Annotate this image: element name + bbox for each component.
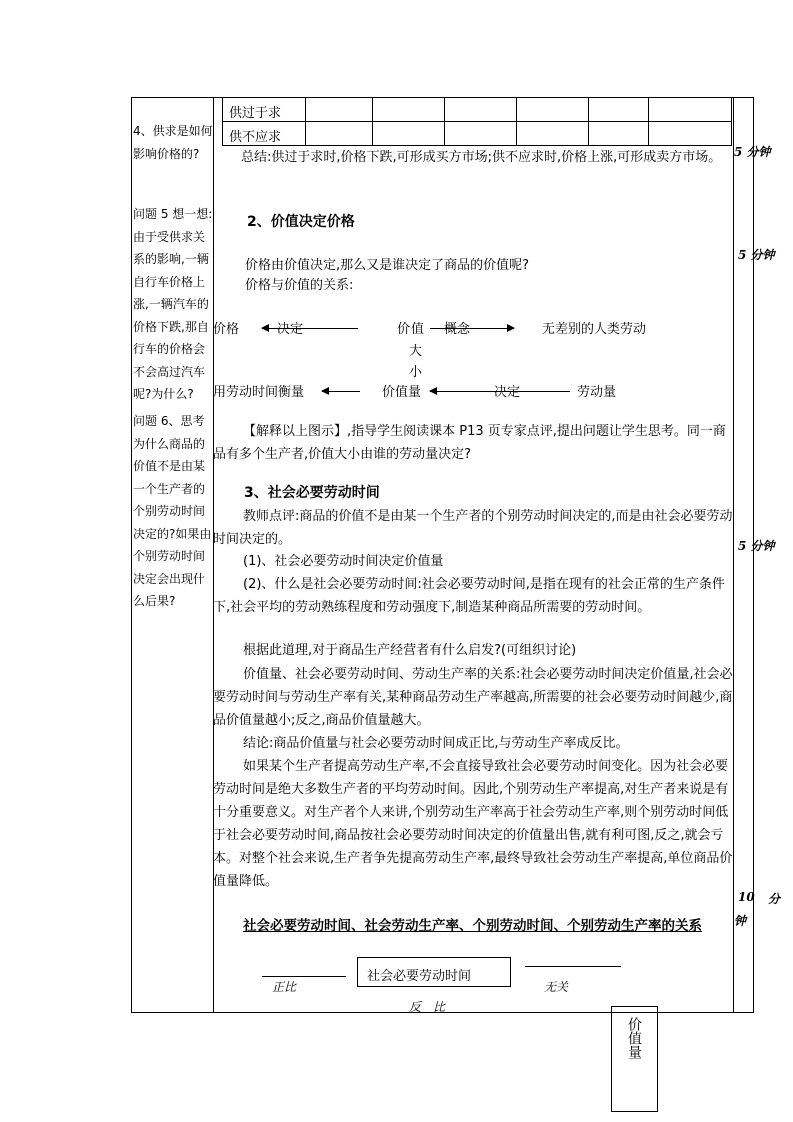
- diagram-explanation: 【解释以上图示】,指导学生阅读课本 P13 页专家点评,提出问题让学生思考。同一商品有多个生产者,价值大小由谁的劳动量决定?: [213, 424, 726, 462]
- productivity-paragraph: 如果某个生产者提高劳动生产率,不会直接导致社会必要劳动时间变化。因为社会必要劳动时间是绝大多数生产者的平均劳动时间。因此,个别劳动生产率提高,对生产者来说是有十分重要意义。对生产者个人来讲,个别劳动生产率高于社会劳动生产率,则个别劳动时间低于社会必要劳动时间,商品按社会必要劳动时间决定的价值量出售,就有利可图,反之,就会亏本。对整个社会来说,生产者争先提高劳动生产率,最终导致社会劳动生产率提高,单位商品价值量降低。: [213, 759, 733, 889]
- point-2: (2)、什么是社会必要劳动时间:社会必要劳动时间,是指在现有的社会正常的生产条件下,社会平均的劳动熟练程度和劳动强度下,制造某种商品所需要的劳动时间。: [213, 577, 725, 615]
- arrow-measure: [322, 391, 360, 392]
- summary-text: 总结:供过于求时,价格下跌,可形成买方市场;供不应求时,价格上涨,可形成卖方市场。: [241, 150, 722, 165]
- question-4: 4、供求是如何影响价格的?: [133, 124, 213, 161]
- point-1: (1)、社会必要劳动时间决定价值量: [243, 554, 444, 569]
- diagram-value-1: 价: [397, 322, 411, 337]
- value-question: 价格由价值决定,那么又是谁决定了商品的价值呢?: [245, 258, 530, 273]
- label-inverse-ratio: 反 比: [409, 1000, 446, 1014]
- diagram-labor-amount: 劳动量: [577, 385, 617, 400]
- arrow-concept: [430, 328, 514, 329]
- relationship-paragraph: 价值量、社会必要劳动时间、劳动生产率的关系:社会必要劳动时间决定价值量,社会必要劳动时间与劳动生产率有关,某种商品劳动生产率越高,所需要的社会必要劳动时间越少,商品价值量越小;反之,商品价值量越大。: [213, 667, 733, 728]
- diagram-decide-1: 决定: [277, 322, 304, 337]
- teacher-comment: 教师点评:商品的价值不是由某一个生产者的个别劳动时间决定的,而是由社会必要劳动时间决定的。: [213, 509, 733, 547]
- time-marker-4-num: 10: [738, 890, 755, 904]
- value-amount-box: 价值量: [611, 1006, 658, 1112]
- discussion-question: 根据此道理,对于商品生产经营者有什么启发?(可组织讨论): [243, 643, 577, 658]
- diagram-price: 价格: [213, 322, 240, 337]
- time-marker-1: 5 分钟: [734, 145, 771, 159]
- diagram-value-amount: 价值量: [382, 385, 422, 400]
- question-5: 问题 5 想一想:由于受供求关系的影响,一辆自行车价格上涨,一辆汽车的价格下跌,那自行车的价格会不会高过汽车呢?为什么?: [133, 207, 213, 401]
- box-socially-necessary-labor-time: 社会必要劳动时间: [357, 957, 511, 987]
- time-marker-2: 5 分钟: [738, 248, 775, 262]
- diagram-decide-2: 决定: [494, 385, 521, 400]
- frame-left: [131, 97, 132, 1013]
- time-marker-4-unit2: 钟: [734, 914, 747, 928]
- frame-col2: [733, 97, 734, 1013]
- diagram-concept: 概念: [444, 322, 471, 337]
- time-marker-4-unit: 分: [768, 892, 781, 906]
- row-label-shortage: 供不应求: [229, 130, 282, 145]
- label-unrelated: 无关: [544, 980, 569, 994]
- diagram-big: 大: [409, 344, 423, 359]
- heading-socially-necessary-labor-time: 3、社会必要劳动时间: [244, 485, 380, 501]
- price-value-relation-label: 价格与价值的关系:: [245, 278, 354, 293]
- conclusion: 结论:商品价值量与社会必要劳动时间成正比,与劳动生产率成反比。: [243, 736, 629, 751]
- diagram-undifferentiated-labor: 无差别的人类劳动: [542, 322, 647, 337]
- frame-right: [753, 97, 754, 1013]
- diagram-value-2: 值: [411, 322, 425, 337]
- row-label-oversupply: 供过于求: [229, 106, 282, 121]
- heading-value-decides-price: 2、价值决定价格: [247, 214, 355, 230]
- diagram-small: 小: [409, 365, 423, 380]
- diagram-measured-by-time: 用劳动时间衡量: [213, 385, 305, 400]
- time-marker-3: 5 分钟: [738, 539, 775, 553]
- label-direct-ratio: 正比: [272, 980, 297, 994]
- question-6: 问题 6、思考为什么商品的价值不是由某一个生产者的个别劳动时间决定的?如果由个别劳动时间决定会出现什么后果?: [133, 414, 212, 608]
- relationship-title: 社会必要劳动时间、社会劳动生产率、个别劳动时间、个别劳动生产率的关系: [243, 918, 702, 934]
